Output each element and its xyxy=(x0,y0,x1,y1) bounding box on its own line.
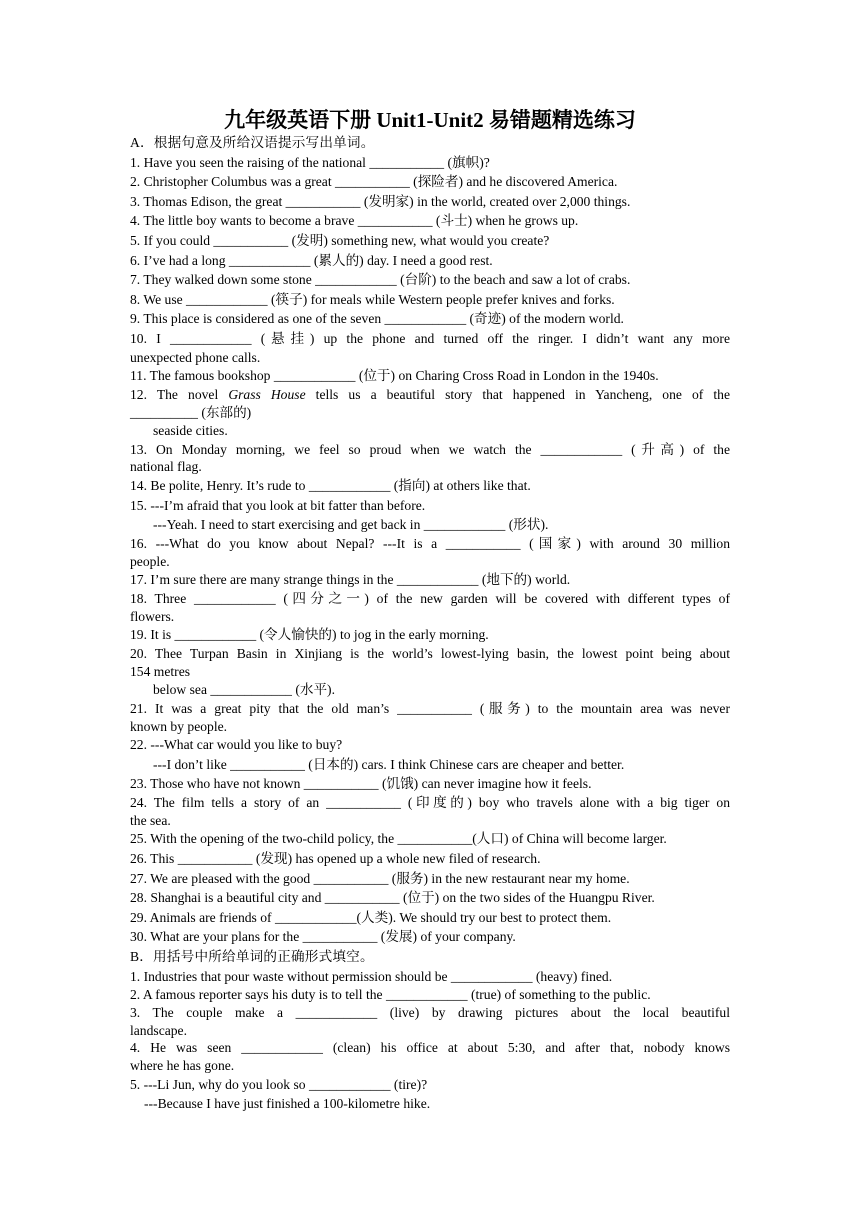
question-line: 5. ---Li Jun, why do you look so ____________ (tire)? xyxy=(130,1076,428,1092)
question-line: 2. Christopher Columbus was a great ___________ (探险者) and he discovered America. xyxy=(130,174,618,190)
question-line: 18. Three ____________ (四分之一) of the new garden will be covered with different types of xyxy=(130,590,730,606)
question-line: 3. Thomas Edison, the great ___________ (发明家) in the world, created over 2,000 things. xyxy=(130,193,631,209)
question-line: 16. ---What do you know about Nepal? ---It is a ___________ (国家) with around 30 million xyxy=(130,535,730,551)
book-title: Grass House xyxy=(228,386,306,402)
dialogue-line: ---Because I have just finished a 100-kilometre hike. xyxy=(144,1096,431,1112)
section-a-heading: A．根据句意及所给汉语提示写出单词。 xyxy=(130,135,375,150)
question-text: 12. The novel xyxy=(130,386,229,402)
question-line: 4. The little boy wants to become a brave ___________ (斗士) when he grows up. xyxy=(130,213,579,229)
question-line: 29. Animals are friends of ____________(人类). We should try our best to protect them. xyxy=(130,909,612,925)
question-line: 9. This place is considered as one of the seven ____________ (奇迹) of the modern world. xyxy=(130,311,624,327)
question-line-continued: 154 metres xyxy=(130,663,191,679)
question-line-continued: landscape. xyxy=(130,1022,187,1038)
question-line-continued: __________ (东部的) xyxy=(130,404,252,420)
question-line: 6. I’ve had a long ____________ (累人的) day. I need a good rest. xyxy=(130,252,493,268)
question-line: 21. It was a great pity that the old man’s ___________ (服务) to the mountain area was never xyxy=(130,700,730,716)
question-line: 28. Shanghai is a beautiful city and ___________ (位于) on the two sides of the Huangpu River. xyxy=(130,890,655,906)
question-line: 1. Industries that pour waste without permission should be ____________ (heavy) fined. xyxy=(130,968,613,984)
question-line: 10. I ____________ (悬挂) up the phone and turned off the ringer. I didn’t want any more xyxy=(130,330,730,346)
question-line: 17. I’m sure there are many strange things in the ____________ (地下的) world. xyxy=(130,572,571,588)
dialogue-line: ---Yeah. I need to start exercising and get back in ____________ (形状). xyxy=(153,517,549,533)
question-line: 23. Those who have not known ___________ (饥饿) can never imagine how it feels. xyxy=(130,776,592,792)
question-line: 20. Thee Turpan Basin in Xinjiang is the world’s lowest-lying basin, the lowest point being about xyxy=(130,645,730,661)
question-line: 11. The famous bookshop ____________ (位于) on Charing Cross Road in London in the 1940s. xyxy=(130,368,659,384)
question-line: 14. Be polite, Henry. It’s rude to ____________ (指向) at others like that. xyxy=(130,478,531,494)
page-title: 九年级英语下册 Unit1-Unit2 易错题精选练习 xyxy=(224,108,636,132)
question-line-continued: the sea. xyxy=(130,812,171,828)
question-line-continued: people. xyxy=(130,553,170,569)
question-line-continued: national flag. xyxy=(130,459,202,475)
question-line: 27. We are pleased with the good ___________ (服务) in the new restaurant near my home. xyxy=(130,870,630,886)
question-line: 22. ---What car would you like to buy? xyxy=(130,737,343,753)
question-line-continued: where he has gone. xyxy=(130,1057,235,1073)
question-line: 15. ---I’m afraid that you look at bit fatter than before. xyxy=(130,497,426,513)
question-line: 25. With the opening of the two-child policy, the ___________(人口) of China will become larger. xyxy=(130,831,667,847)
question-line-continued: below sea ____________ (水平). xyxy=(153,682,335,698)
question-line xyxy=(130,386,730,404)
question-line-continued: flowers. xyxy=(130,608,175,624)
question-line: 5. If you could ___________ (发明) something new, what would you create? xyxy=(130,232,550,248)
question-line: 30. What are your plans for the ___________ (发展) of your company. xyxy=(130,929,516,945)
question-line: 4. He was seen ____________ (clean) his office at about 5:30, and after that, nobody knows xyxy=(130,1040,730,1056)
exercise-body xyxy=(130,133,730,1114)
question-line: 1. Have you seen the raising of the national ___________ (旗帜)? xyxy=(130,154,490,170)
question-line: 7. They walked down some stone ____________ (台阶) to the beach and saw a lot of crabs. xyxy=(130,272,631,288)
question-line: 8. We use ____________ (筷子) for meals while Western people prefer knives and forks. xyxy=(130,291,615,307)
question-line: 13. On Monday morning, we feel so proud when we watch the ____________ (升高) of the xyxy=(130,441,730,457)
question-line-continued: unexpected phone calls. xyxy=(130,349,261,365)
question-line: 24. The film tells a story of an ___________ (印度的) boy who travels alone with a big tiger on xyxy=(130,795,730,810)
question-line-continued: known by people. xyxy=(130,718,228,734)
dialogue-line: ---I don’t like ___________ (日本的) cars. I think Chinese cars are cheaper and better. xyxy=(153,756,625,772)
question-text: tells us a beautiful story that happened in Yancheng, one of the xyxy=(305,386,731,402)
question-line: 19. It is ____________ (令人愉快的) to jog in the early morning. xyxy=(130,627,489,643)
section-b-heading: B．用括号中所给单词的正确形式填空。 xyxy=(130,948,374,964)
question-line-continued: seaside cities. xyxy=(153,423,228,439)
question-line: 2. A famous reporter says his duty is to tell the ____________ (true) of something to the public. xyxy=(130,987,651,1003)
question-line: 26. This ___________ (发现) has opened up a whole new filed of research. xyxy=(130,850,541,866)
question-line: 3. The couple make a ____________ (live) by drawing pictures about the local beautiful xyxy=(130,1004,730,1020)
